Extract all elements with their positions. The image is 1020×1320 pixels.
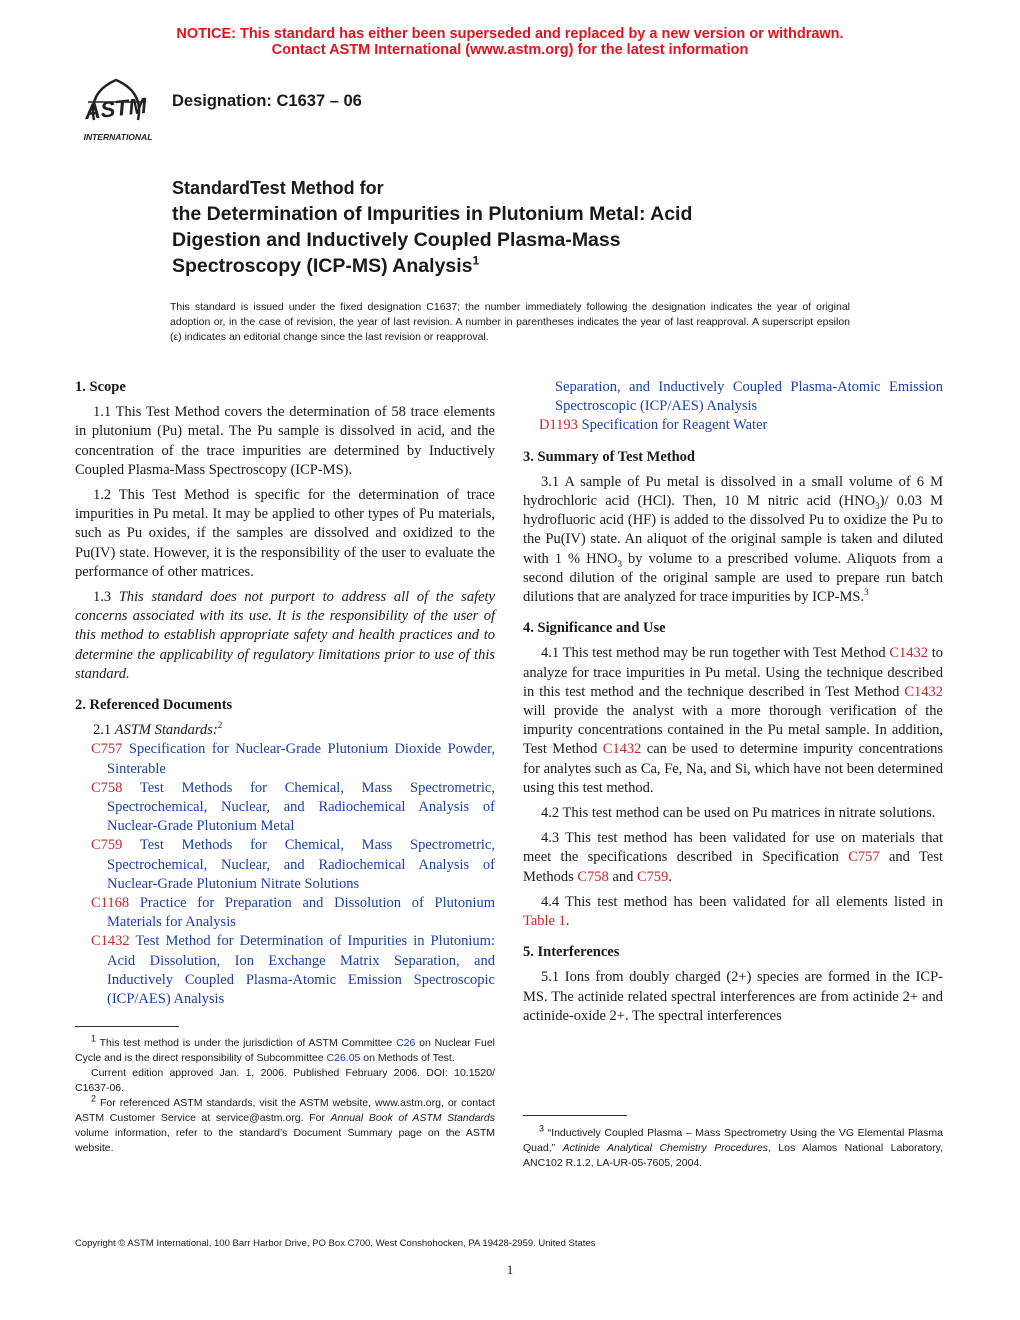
link-c26[interactable]: C26 — [396, 1037, 416, 1049]
section-4-heading: 4. Significance and Use — [523, 620, 666, 637]
ref-c759: C759 Test Methods for Chemical, Mass Spectrometric, Spectrochemical, Nuclear, and Radiochemical Analysis of Nuclear-Grade Plutonium Nitrate Solutions — [91, 837, 495, 892]
para-3-1: 3.1 A sample of Pu metal is dissolved in a small volume of 6 M hydrochloric acid (HCl). Then, 10 M nitric acid $(HNO_3)/$ 0.03 M hydrofluoric acid (HF) is added to the dissolved Pu to oxidize the Pu to the Pu(IV) state. An aliquot of the original sample is taken and diluted with 1 % $HNO_3$ by volume to a prescribed volume. Aliquots from a second dilution of the original sample are used to prepare run batch dilutions that are analyzed for trace impurities by ICP-MS.$^3$ — [523, 473, 944, 606]
notice-line-2: Contact ASTM International (www.astm.org) for the latest information — [271, 42, 749, 58]
notice-line-1: NOTICE: This standard has either been superseded and replaced by a new version or withdrawn. — [176, 26, 844, 42]
footnote-rule-right — [523, 1115, 627, 1116]
ref-c758: C758 Test Methods for Chemical, Mass Spectrometric, Spectrochemical, Nuclear, and Radiochemical Analysis of Nuclear-Grade Plutonium Metal — [91, 779, 495, 835]
link-c1168[interactable]: C1168 — [91, 895, 130, 912]
footnote-3: $^3$ “Inductively Coupled Plasma – Mass Spectrometry Using the VG Elemental Plasma Quad,” Actinide Analytical Chemistry Procedures, Los Alamos National Laboratory, ANC102 R.1.2, LA-UR-05-7605, 2004. — [523, 1123, 943, 1169]
link-c759-b[interactable]: C759 — [636, 868, 669, 885]
section-5-heading: 5. Interferences — [523, 944, 620, 961]
astm-logo — [76, 72, 160, 146]
section-3-heading: 3. Summary of Test Method — [523, 448, 695, 465]
designation: Designation: C1637 – 06 — [172, 92, 362, 110]
link-c758[interactable]: C758 — [91, 779, 123, 796]
title-line-2: the Determination of Impurities in Plutonium Metal: Acid — [172, 203, 693, 225]
ref-c757: C757 Specification for Nuclear-Grade Plutonium Dioxide Powder, Sinterable — [91, 741, 495, 777]
svg-text:INTERNATIONAL: INTERNATIONAL — [83, 132, 153, 142]
supersede-notice — [0, 26, 1020, 58]
link-c1432[interactable]: C1432 — [91, 933, 130, 950]
link-c26-05[interactable]: C26.05 — [326, 1052, 361, 1064]
title-footnote-ref[interactable]: 1 — [472, 253, 480, 268]
footnotes-right — [523, 1123, 943, 1171]
section-1-heading: 1. Scope — [75, 379, 126, 395]
link-c757-b[interactable]: C757 — [848, 849, 880, 866]
title-line-4: Spectroscopy (ICP-MS) Analysis$^1$ — [172, 253, 480, 277]
para-1-2: 1.2 This Test Method is specific for the determination of trace impurities in Pu metal. It may be applied to other types of Pu materials, such as Pu oxides, if the samples are dissolved and oxidized to the Pu(IV) state. However, it is the responsibility of the user to evaluate the performance of other matrices. — [75, 487, 495, 580]
para-1-1: 1.1 This Test Method covers the determination of 58 trace elements in plutonium (Pu) metal. The Pu sample is dissolved in acid, and the concentration of the trace impurities are determined by Inductively Coupled Plasma-Mass Spectroscopy (ICP-MS). — [75, 404, 495, 478]
link-d1193[interactable]: D1193 — [539, 417, 578, 434]
copyright-line: Copyright © ASTM International, 100 Barr Harbor Drive, PO Box C700, West Conshohocken, PA 19428-2959. United States — [75, 1238, 596, 1249]
link-c757[interactable]: C757 — [91, 741, 123, 758]
para-4-1: 4.1 This test method may be run together with Test Method C1432 to analyze for trace impurities in Pu metal. Using the technique described in this test method and the technique described in Test Method C1432 will provide the analyst with a more thorough verification of the impurity concentrations contained in the Pu metal sample. In addition, Test Method C1432 can be used to determine impurity concentrations for analytes such as Ca, Fe, Na, and Si, which have not been determined using this test method. — [523, 645, 943, 796]
document-title — [172, 175, 872, 279]
link-c758-b[interactable]: C758 — [577, 868, 609, 885]
para-4-3: 4.3 This test method has been validated for use on materials that meet the specifications described in Specification C757 and Test Methods C758 and C759. — [523, 830, 943, 885]
ref-d1193: D1193 Specification for Reagent Water — [539, 417, 768, 434]
footnote-rule-left — [75, 1026, 179, 1027]
section-2-heading: 2. Referenced Documents — [75, 697, 233, 714]
ref-c1432-continued: Separation, and Inductively Coupled Plasma-Atomic Emission Spectroscopic (ICP/AES) Analysis — [555, 378, 943, 415]
footnote-1: $^1$ This test method is under the jurisdiction of ASTM Committee C26 on Nuclear Fuel Cycle and is the direct responsibility of Subcommittee C26.05 on Methods of Test. — [75, 1033, 495, 1064]
left-column — [75, 378, 495, 1008]
footnote-2: $^2$ For referenced ASTM standards, visit the ASTM website, www.astm.org, or contact ASTM Customer Service at service@astm.org. For Annual Book of ASTM Standards volume information, refer to the standard’s Document Summary page on the ASTM website. — [75, 1093, 495, 1154]
para-4-2: 4.2 This test method can be used on Pu matrices in nitrate solutions. — [541, 805, 936, 822]
para-5-1: 5.1 Ions from doubly charged (2+) species are formed in the ICP-MS. The actinide related spectral interferences are from actinide 2+ and actinide-oxide 2+. The spectral interferences — [523, 969, 943, 1024]
page-number: 1 — [506, 1262, 514, 1277]
para-2-1: 2.1 ASTM Standards:$^2$ — [93, 720, 223, 739]
footnote-1-edition: Current edition approved Jan. 1, 2006. Published February 2006. DOI: 10.1520/ C1637-06. — [75, 1067, 495, 1094]
para-4-4: 4.4 This test method has been validated for all elements listed in Table 1. — [523, 893, 943, 930]
link-c1432-b[interactable]: C1432 — [904, 683, 943, 700]
svg-text:ASTM: ASTM — [83, 92, 148, 125]
para-1-3: 1.3 This standard does not purport to address all of the safety concerns associated with its use. It is the responsibility of the user of this method to establish appropriate safety and health practices and to determine the applicability of regulatory limitations prior to use of this standard. — [75, 589, 495, 682]
footnotes-left — [75, 1033, 495, 1156]
link-c1432-c[interactable]: C1432 — [602, 741, 642, 758]
issuance-note: This standard is issued under the fixed designation C1637; the number immediately following the designation indicates the year of original adoption or, in the case of revision, the year of last revision. A number in parentheses indicates the year of last reapproval. A superscript epsilon (ε) indicates an editorial change since the last revision or reapproval. — [170, 301, 850, 343]
title-line-1: StandardTest Method for — [172, 178, 384, 198]
link-c759[interactable]: C759 — [91, 837, 123, 854]
ref-c1168: C1168 Practice for Preparation and Dissolution of Plutonium Materials for Analysis — [91, 895, 495, 931]
title-line-3: Digestion and Inductively Coupled Plasma-Mass — [172, 229, 621, 251]
right-column — [523, 378, 943, 1032]
link-table-1[interactable]: Table 1 — [523, 913, 566, 930]
ref-c1432: C1432 Test Method for Determination of Impurities in Plutonium: Acid Dissolution, Ion Exchange Matrix Separation, and Inductively Coupled Plasma-Atomic Emission Spectroscopic (ICP/AES) Analysis — [91, 933, 495, 1008]
link-c1432-a[interactable]: C1432 — [889, 645, 928, 662]
